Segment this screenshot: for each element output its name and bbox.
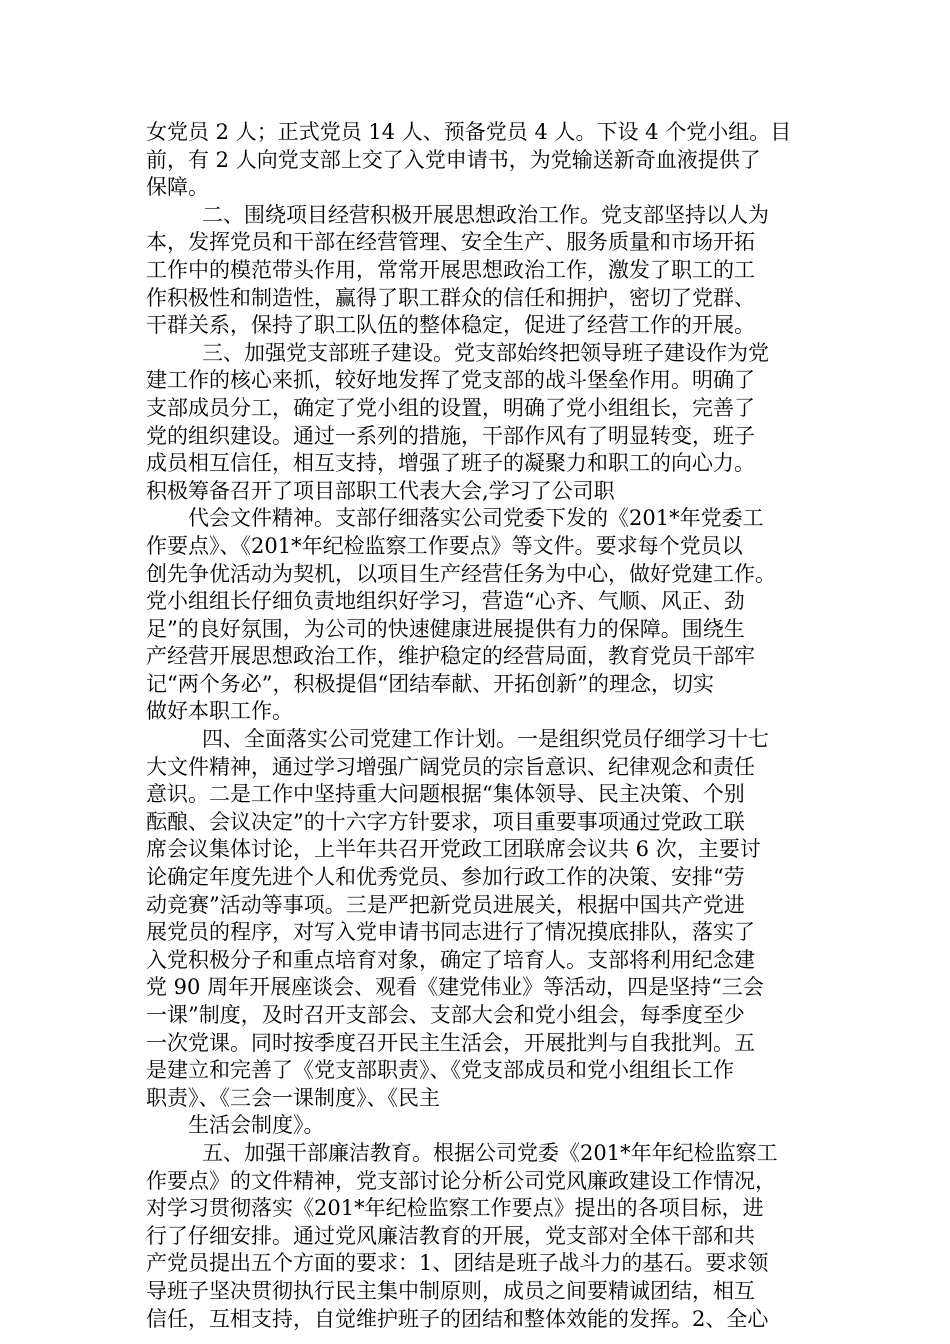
document-line: 三、加强党支部班子建设。党支部始终把领导班子建设作为党 (202, 340, 769, 365)
document-line: 一课”制度，及时召开支部会、支部大会和党小组会，每季度至少 (146, 1003, 745, 1027)
document-line: 干群关系，保持了职工队伍的整体稳定，促进了经营工作的开展。 (146, 313, 755, 338)
document-line: 论确定年度先进个人和优秀党员、参加行政工作的决策、安排“劳 (146, 865, 745, 890)
document-line: 导班子坚决贯彻执行民主集中制原则，成员之间要精诚团结，相互 (146, 1278, 755, 1303)
document-line: 是建立和完善了《党支部职责》、《党支部成员和党小组组长工作 (146, 1058, 734, 1083)
document-line: 作要点》的文件精神，党支部讨论分析公司党风廉政建设工作情况， (146, 1168, 776, 1193)
document-line: 代会文件精神。支部仔细落实公司党委下发的《201*年党委工 (188, 506, 764, 531)
document-line: 意识。二是工作中坚持重大问题根据“集体领导、民主决策、个别 (146, 782, 745, 807)
document-line: 成员相互信任，相互支持，增强了班子的凝聚力和职工的向心力。 (146, 451, 755, 476)
document-line: 展党员的程序，对写入党申请书同志进行了情况摸底排队，落实了 (146, 920, 755, 945)
document-line: 本，发挥党员和干部在经营管理、安全生产、服务质量和市场开拓 (146, 230, 755, 255)
document-line: 动竞赛”活动等事项。三是严把新党员进展关，根据中国共产党进 (146, 892, 745, 917)
document-line: 行了仔细安排。通过党风廉洁教育的开展，党支部对全体干部和共 (146, 1223, 755, 1248)
document-line: 做好本职工作。 (146, 699, 293, 724)
document-line: 对学习贯彻落实《201*年纪检监察工作要点》提出的各项目标，进 (146, 1196, 764, 1221)
document-line: 一次党课。同时按季度召开民主生活会，开展批判与自我批判。五 (146, 1030, 755, 1055)
document-line: 前，有 2 人向党支部上交了入党申请书，为党输送新奇血液提供了 (146, 147, 761, 172)
document-line: 席会议集体讨论，上半年共召开党政工团联席会议共 6 次，主要讨 (146, 837, 761, 862)
document-line: 产党员提出五个方面的要求：1、团结是班子战斗力的基石。要求领 (146, 1251, 769, 1276)
document-line: 生活会制度》。 (188, 1113, 325, 1138)
document-line: 记“两个务必”，积极提倡“团结奉献、开拓创新”的理念，切实 (146, 671, 714, 696)
document-line: 工作中的模范带头作用，常常开展思想政治工作，激发了职工的工 (146, 257, 755, 282)
document-line: 四、全面落实公司党建工作计划。一是组织党员仔细学习十七 (202, 727, 769, 752)
document-body (146, 119, 812, 1333)
document-line: 五、加强干部廉洁教育。根据公司党委《201*年年纪检监察工 (202, 1140, 778, 1165)
document-line: 积极筹备召开了项目部职工代表大会,学习了公司职 (146, 478, 615, 503)
document-line: 入党积极分子和重点培育对象，确定了培育人。支部将利用纪念建 (146, 947, 755, 972)
document-line: 支部成员分工，确定了党小组的设置，明确了党小组组长，完善了 (146, 395, 755, 420)
document-line: 女党员 2 人；正式党员 14 人、预备党员 4 人。下设 4 个党小组。目 (146, 120, 792, 144)
document-line: 作积极性和制造性，赢得了职工群众的信任和拥护，密切了党群、 (146, 285, 755, 310)
document-line: 作要点》、《201*年纪检监察工作要点》等文件。要求每个党员以 (146, 533, 743, 558)
document-line: 大文件精神，通过学习增强广阔党员的宗旨意识、纪律观念和责任 (146, 754, 755, 779)
document-line: 创先争优活动为契机，以项目生产经营任务为中心，做好党建工作。 (146, 561, 776, 586)
document-line: 足”的良好氛围，为公司的快速健康进展提供有力的保障。围绕生 (146, 616, 745, 641)
document-line: 产经营开展思想政治工作，维护稳定的经营局面，教育党员干部牢 (146, 644, 755, 669)
document-line: 职责》、《三会一课制度》、《民主 (146, 1085, 440, 1110)
document-line: 二、围绕项目经营积极开展思想政治工作。党支部坚持以人为 (202, 202, 769, 227)
document-line: 党小组组长仔细负责地组织好学习，营造“心齐、气顺、风正、劲 (146, 589, 745, 614)
document-line: 信任，互相支持，自觉维护班子的团结和整体效能的发挥。2、全心 (146, 1306, 769, 1331)
document-line: 酝酿、会议决定”的十六字方针要求，项目重要事项通过党政工联 (146, 809, 745, 834)
document-line: 保障。 (146, 175, 209, 200)
document-line: 党的组织建设。通过一系列的措施，干部作风有了明显转变，班子 (146, 423, 755, 448)
document-line: 党 90 周年开展座谈会、观看《建党伟业》等活动，四是坚持“三会 (146, 975, 764, 1000)
document-line: 建工作的核心来抓，较好地发挥了党支部的战斗堡垒作用。明确了 (146, 368, 755, 393)
